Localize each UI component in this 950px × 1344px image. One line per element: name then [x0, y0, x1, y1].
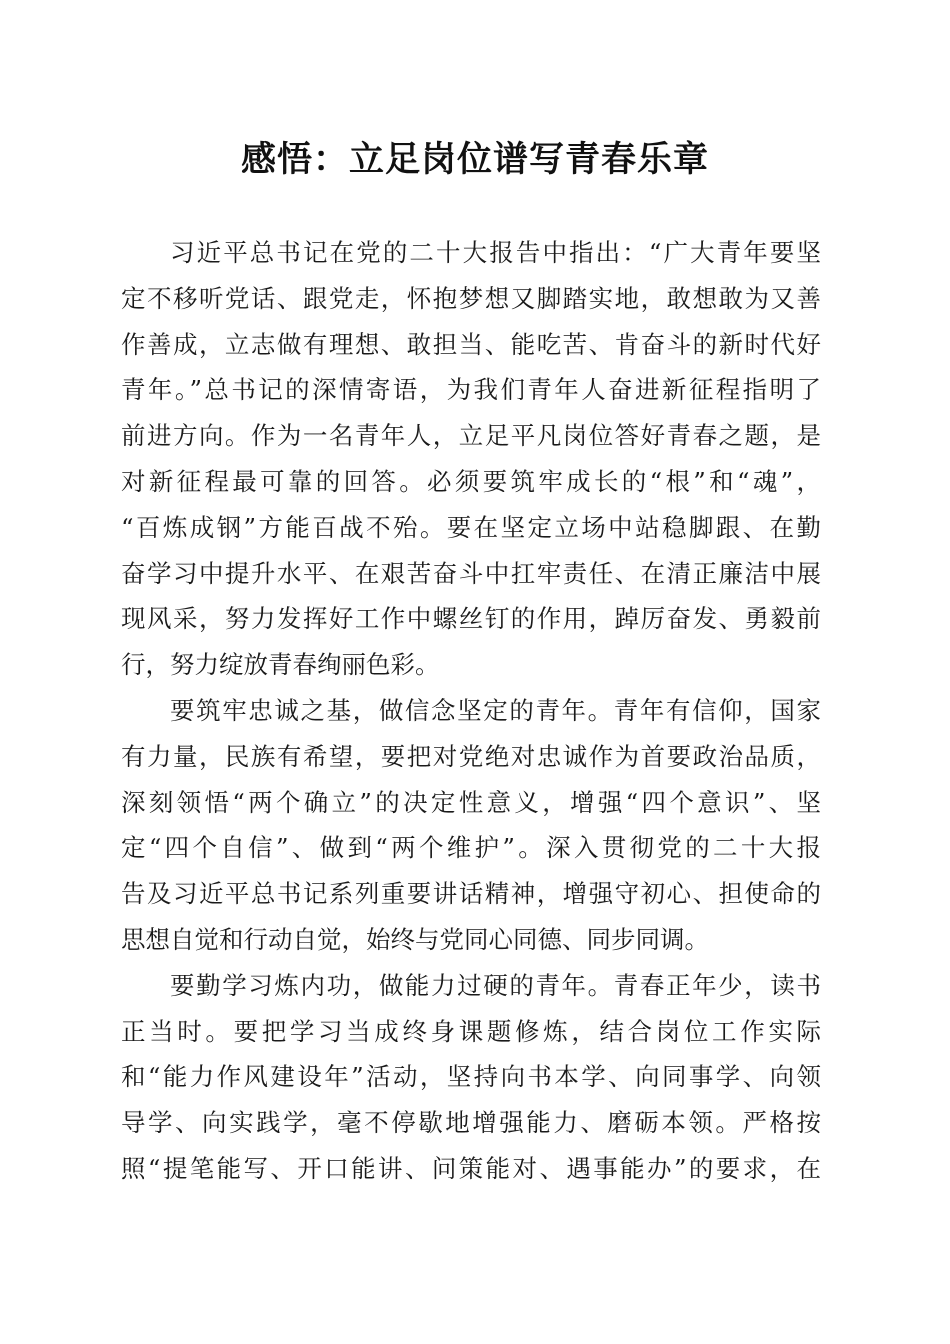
text-line: 定不移听党话、跟党走，怀抱梦想又脚踏实地，敢想敢为又善	[121, 283, 821, 313]
text-line: 作善成，立志做有理想、敢担当、能吃苦、肯奋斗的新时代好	[121, 329, 821, 359]
document-body	[121, 230, 821, 1192]
text-line: 要筑牢忠诚之基，做信念坚定的青年。青年有信仰，国家	[170, 695, 821, 725]
text-line: 思想自觉和行动自觉，始终与党同心同德、同步同调。	[121, 924, 709, 954]
document-title: 感悟：立足岗位谱写青春乐章	[240, 139, 709, 180]
text-line: 定“四个自信”、做到“两个维护”。深入贯彻党的二十大报	[121, 833, 821, 863]
text-line: 照“提笔能写、开口能讲、问策能对、遇事能办”的要求，在	[121, 1153, 821, 1183]
text-line: 深刻领悟“两个确立”的决定性意义，增强“四个意识”、坚	[121, 787, 821, 817]
text-line: 导学、向实践学，毫不停歇地增强能力、磨砺本领。严格按	[121, 1108, 821, 1138]
text-line: 和“能力作风建设年”活动，坚持向书本学、向同事学、向领	[121, 1062, 821, 1092]
text-line: “百炼成钢”方能百战不殆。要在坚定立场中站稳脚跟、在勤	[121, 512, 821, 542]
text-line: 习近平总书记在党的二十大报告中指出：“广大青年要坚	[170, 238, 821, 267]
text-line: 对新征程最可靠的回答。必须要筑牢成长的“根”和“魂”，	[121, 466, 821, 496]
text-line: 告及习近平总书记系列重要讲话精神，增强守初心、担使命的	[121, 879, 821, 909]
text-line: 奋学习中提升水平、在艰苦奋斗中扛牢责任、在清正廉洁中展	[121, 558, 821, 588]
text-line: 前进方向。作为一名青年人，立足平凡岗位答好青春之题，是	[121, 421, 821, 451]
text-line: 青年。”总书记的深情寄语，为我们青年人奋进新征程指明了	[121, 375, 821, 405]
text-line: 现风采，努力发挥好工作中螺丝钉的作用，踔厉奋发、勇毅前	[121, 604, 821, 634]
text-line: 正当时。要把学习当成终身课题修炼，结合岗位工作实际	[121, 1016, 821, 1046]
text-line: 行，努力绽放青春绚丽色彩。	[121, 650, 440, 680]
text-line: 要勤学习炼内功，做能力过硬的青年。青春正年少，读书	[170, 970, 821, 1000]
text-line: 有力量，民族有希望，要把对党绝对忠诚作为首要政治品质，	[121, 741, 821, 771]
